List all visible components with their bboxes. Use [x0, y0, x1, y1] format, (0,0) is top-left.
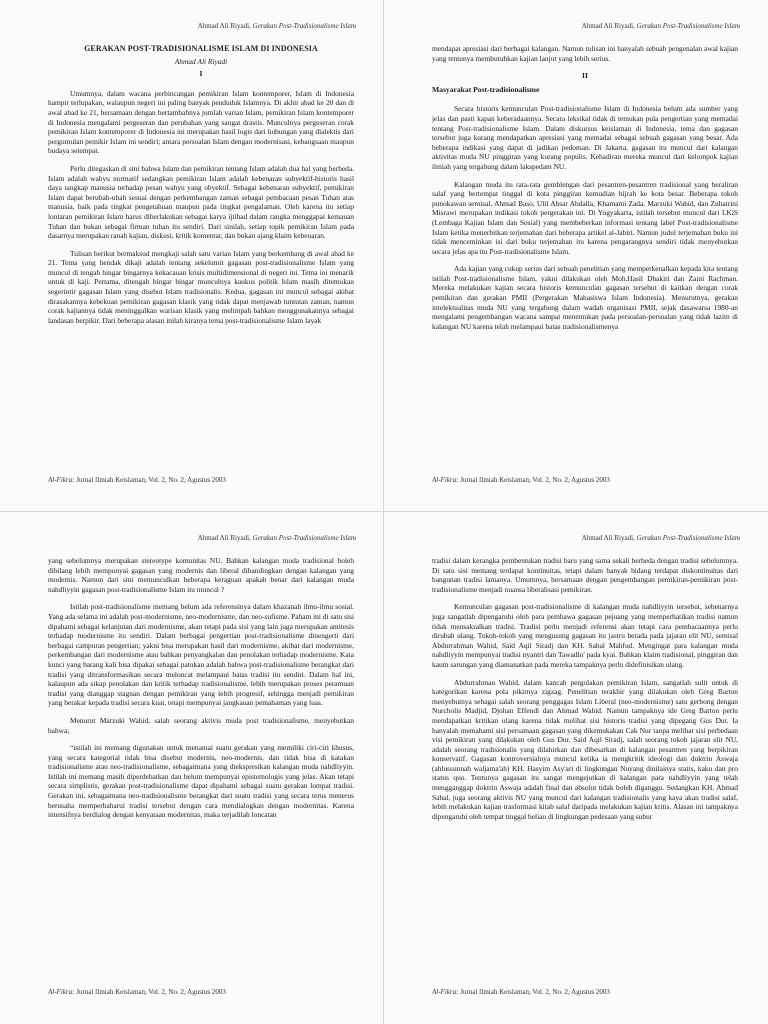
running-header-title: Gerakan Post-Tradisionalisme Islam [636, 22, 740, 30]
page-body [432, 44, 738, 452]
paragraph: Secara historis kemunculan Post-tradisionalisme Islam di Indonesia belum ada sumber yang jelas dan pasti kapan keberadaannya. Secara leksikal tidak di temukan pula pengertian yang memadai tentang Post-tradisionalisme Islam. Dalam diskursus keislaman di Indonesia, tema dan gagasan tersebut juga kurang mendapatkan apresiasi yang memadai sebagai sebuah gagasan yang besar. Ada beberapa indikasi yang dapat di jadikan pedoman. Di Jakarta, gagasan itu muncul dari kalangan aktivitas muda NU pinggiran yang kurang populis. Kehadiran mereka muncul dari kelompok kajian ilmiah yang tergabung dalam lakspedam NU. [432, 104, 738, 171]
running-footer [48, 988, 226, 996]
running-footer [432, 988, 610, 996]
running-header [582, 22, 740, 30]
page-body [48, 44, 354, 452]
running-footer [48, 476, 226, 484]
running-header-author: Ahmad Ali Riyadi, [197, 534, 253, 542]
paragraph: Perlu ditegaskan di sini bahwa Islam dan pemikiran tentang Islam adalah dua hal yang berbeda. Islam adalah wahyu normatif sedangkan pemikiran Islam adalah kebenaran subyektif-historis hasil daya tangkap manusia terhadap pesan wahyu yang obyektif. Sebagai kebenaran subyektif, pemikiran Islam dapat berubah-ubah sesuai dengan perkembangan zaman sebagai pembacaan pesan Tuhan atas manusia, baik pada tingkat pengetahuan maupun pada tingkat pengalaman. Oleh karena itu setiap lontaran pemikiran Islam harus diberlakukan sebagai karya ijtihad dalam rangka menggapai kemauan Tuhan dan bukan sebagai firman tuhan itu sendiri. Dari sinilah, setiap topik pemikiran Islam pada dasarnya merupakan ranah kajian, diskusi, kritik komentar, dan bukan ajang klaim kebenaran. [48, 163, 354, 241]
running-header [198, 22, 356, 30]
running-footer-journal: Al-Fikra: [48, 988, 75, 996]
running-footer-journal: Al-Fikra: [432, 988, 459, 996]
running-header-title: Gerakan Post-Tradisionalisme Islam [252, 22, 356, 30]
paragraph: Ada kajian yang cukup serius dari sebuah penelitian yang memperkenalkan kepada kita tentang istilah Post-tradisionalisme Islam, yakni dilakukan oleh Moh.Hasil Dhakiri dan Zaini Rachman. Mereka melakukan kajian secara historis kemunculan gagasan tersebut di kaitkan dengan corak pemikiran dan gerakan PMII (Pergerakan Mahasiswa Islam Indonesia). Menurutnya, gerakan intelektualitas muda NU yang tergabung dalam wadah organisasi PMII, sejak dasawarsa 1980-an mengalami pengembangan wacana sampai menemukan pada persoalan-persoalan yang tidak lazim di kalangan NU karena telah melampaui batas tradisionalismenya [432, 264, 738, 331]
section-number: I [199, 69, 203, 79]
running-header [198, 534, 356, 542]
paragraph: Tulisan berikut bermaksud mengkaji salah satu varian Islam yang berkembang di awal abad ke 21. Tema yang hendak dikaji adalah tentang sekelumit gagasan post-tradisionalisme Islam yang muncul di tengah hingar bingarnya kekacauan krisis multidimensional di negeri ini. Tema ini menarik untuk di kaji. Pertama, ditengah hingar bingar munculnya kaukus politik Islam masih ditemukan segerintir gagasan Islam yang disebut Islam tradisionalis. Kedua, gagasan ini muncul sebagai akibat dirasakannya kebekuan pemikiran gagasan klasik yang tidak dapat menjawab tuntutan zaman, namun corak kajiannya tidak meninggalkan warisan klasik yang melimpah bahkan menggunakannya sebagai landasan berpikir. Dari beberapa alasan inilah kiranya tema post-tradisionalisme Islam layak [48, 248, 354, 325]
running-header-author: Ahmad Ali Riyadi, [581, 534, 637, 542]
paragraph: yang sebelumnya merupakan stereotype komunitas NU. Bahkan kalangan muda tradisional boleh dibilang lebih mempunyai gagasan yang modernis dan liberal dibandingkan dengan kalangan yang modernis. Namun dari sini memunculkan beberapa keraguan apakah benar dari kalangan muda nahdliyyin gagasan post-tradisionalisme Islam itu muncul ? [48, 556, 354, 594]
running-footer-rest: Jurnal Ilmiah Keislaman, Vol. 2, No. 2, Agustus 2003 [74, 476, 226, 484]
running-header-author: Ahmad Ali Riyadi, [197, 22, 253, 30]
paragraph: Menurut Marzuki Wahid, salah seorang aktivis muda post tradisionalisme, menyebutkan bahwa; [48, 715, 354, 735]
running-header [582, 534, 740, 542]
running-footer-rest: Jurnal Ilmiah Keislaman, Vol. 2, No. 2, Agustus 2003 [458, 988, 610, 996]
block-quote: “istilah ini memang digunakan untuk menamai suatu gerakan yang memiliki ciri-ciri khusus, yang secara kategorial tidak bisa disebut modernis, neo-modernis, dan tidak bisa di katakan tradisionalisme atau neo-tradisionalisme, sebagaimana yang diekspresikan kalangan muda nahdliyyin. Istilah ini memang masih diperdebatkan dan belum mempunyai epistemologis yang jelas. Akan tetapi secara simplistis, gerakan post-tradisionalisme dapat dipahami sebagai suatu gerakan lompat tradisi. Gerakan ini, sebagaimana neo-tradisionalisme berangkat dari suatu tradisi yang secara terus menerus berusaha memperbaharui tradisi tersebut dengan cara mendialogkan dengan modernitas. Karena intensifnya berdialog dengan kenyataan modernitas, maka terjadilah loncatan [48, 743, 354, 820]
paragraph: mendapat apresiasi dari berbagai kalangan. Namun tulisan ini hanyalah sebuah pengenalan awal kajian yang tentunya membutuhkan kajian lanjut yang lebih serius. [432, 44, 738, 63]
running-header-title: Gerakan Post-Tradisionalisme Islam [636, 534, 740, 542]
running-header-title: Gerakan Post-Tradisionalisme Islam [252, 534, 356, 542]
paragraph: Kemunculan gagasan post-tradisionalisme di kalangan muda nahdliyyin tersebut, sebenarnya juga sangatlah dipengaruhi oleh para pembawa gagasan pejuang yang memperhatikan tradisi namun tidak mensakralkan tradisi. Tradisi perlu menjadi referensi akan tetapi cara pembacaannya perlu dirubah ulang. Tokoh-tokoh yang mengusung gagasan itu jastru berada pada jajaran elit NU, semisal Abdurrahman Wahid, Said Aqil Siradj dan KH. Sahal Mahfud. Mengingat para kalangan muda nahdliyyin mempunyai tradisi nyantri dan Tawadlu' pada kyai. Bahkan klaim tradisional, pinggiran dan kaum sarungan yang diamanatkan pada mereka tampaknya perlu didefinisikan ulang. [432, 602, 738, 669]
article-title: GERAKAN POST-TRADISIONALISME ISLAM DI INDONESIA [84, 44, 318, 53]
running-header-author: Ahmad Ali Riyadi, [581, 22, 637, 30]
page-3 [0, 512, 384, 1024]
running-footer-journal: Al-Fikra: [48, 476, 75, 484]
paragraph: Abdurrahman Wahid, dalam kancah pergolakan pemikiran Islam, sangatlah sulit untuk di kategorikan karena pola pikirnya zigzag. Penelitian terakhir yang dilakukan oleh Greg Barton menyebutnya sebagai salah seorang penggagas Islam Liberal (neo-modernisme) satu gerbong dengan Nurcholis Madjid, Djohan Effendi dan Ahmad Wahid. Namun tampaknya ide Greg Barton perlu mendapatkan kritikan ulang karena tidak melihat sisi historis tradisi yang dipegang Gus Dur. Ia hanyalah memahami sisi persamaan gagasan yang dikemukakan Cak Nur tanpa melihat sisi perbedaan visi pemikiran yang dilakukan oleh Gus Dur. Said Aqil Siradj, salah seorang tokoh jajaran elit NU, adalah seorang tradisionalis yang dilahirkan dan dibesarkan di kalangan pesantren yang berpikiran konservatif. Gagasan kontroversialnya muncul ketika ia mengkritik ideologi dan doktrin Aswaja (ahlussunnah waljama'ah) KH. Hasyim Asy'ari di lingkungan Nuyang dinilainya statis, kaku dan pro status quo. Tentunya gagasan itu sangat mengejutkan di kalangan para nahdliyyin yang telah mengganggap doktrin Aswaja adalah final dan absolut tidak boleh diganggu. Sedangkan KH. Ahmad Sahal, juga seorang aktivis NU yang muncul dari kalangan tradisionalis yang kaya akan tradisi salaf, lebih melakukan kajian trasformasi kitab salaf daripada melakukan kajian kritis. Alasan ini tampaknya dipengaruhi oleh tempat tinggal beliau di lingkungan pedesaan yang subur [432, 677, 738, 821]
paragraph: Kalangan muda itu rata-rata gemblengan dari pesantren-pesantren tradisional yang beraliran salaf yang bertempat tinggal di kota pinggiran kemudian hijrah ke kota besar. Beberapa tokoh punokawan semisal, Ahmad Baso, Ulil Absar Abdalla, Khamami Zada, Marzuki Wahid, dan Zuhairini Misrawi merupakan indikasi tokoh pergerakan ini. Di Yogyakarta, istilah tersebut muncul dari LKiS (Lembaga Kajian Islam dan Sosial) yang membeberkan informasi tentang label Post-tradisionalisme Islam ketika menerbitkan terjemahan dari beberapa artikel al-Jabiri. Namun judul terjemahan buku ini tidak menceminkan isi dari buku terjemahan itu karena pengarangnya sendiri tidak menyebutkan secara jelas apa itu Post-tradisionalisme Islam. [432, 179, 738, 256]
running-footer-rest: Jurnal Ilmiah Keislaman, Vol. 2, No. 2, Agustus 2003 [458, 476, 610, 484]
page-body [432, 556, 738, 964]
page-4 [384, 512, 768, 1024]
article-author: Ahmad Ali Riyadi [174, 56, 228, 66]
section-number: II [582, 71, 588, 81]
paragraph: tradisi dalam kerangka pembentukan tradisi baru yang sama sekali berbeda dengan tradisi sebelumnya. Di satu sisi memang terdapat kontinuitas, tetapi dalam banyak bidang terdapat diskontinuitas dari bangunan tradisi lamanya. Umumnya, bersamaan dengan pengembangan pemikiran-pemikiran post-tradisionalisme menjadi nuansa liberalisasi pemikiran. [432, 556, 738, 594]
running-footer [432, 476, 610, 484]
section-heading: Masyarakat Post-tradisionalisme [432, 84, 540, 94]
page-2 [384, 0, 768, 512]
paragraph: Umumnya, dalam wacana perbincangan pemikiran Islam kontemporer, Islam di Indonesia hampir terlupakan, walaupun negeri ini paling banyak penduduk Islamnya. Di akhir abad ke 20 dan di awal abad ke 21, bersamaan dengan bertambahnya jumlah varian Islam, pemikiran Islam kontemporer di Indonesia mengalami pergeseran dan perubahan yang sangat drastis. Munculnya pergeseran corak pemikiran Islam kontemporer di Indonesia ini merupakan hasil logis dari hubungan yang dialektis dari pergumulan pemikir Islam ini sendiri; antara persoalan Islam dengan modernisasi, kebangsaan maupun budaya setempat. [48, 88, 354, 156]
running-footer-rest: Jurnal Ilmiah Keislaman, Vol. 2, No. 2, Agustus 2003 [74, 988, 226, 996]
paragraph: Istilah post-tradisionalisme memang belum ada referensinya dalam khazanah ilmu-ilmu sosial. Yang ada selama ini adalah post-modernisme, neo-modernisme, dan neo-sufisme. Paham ini di satu sisi dipahami sebagai kelanjutan dari modernisme, akan tetapi pada sisi yang lain juga merupakan antitesis terhadap modernisme itu sendiri. Dalam berbagai pengertian post-tradisionalisme dinengerti dari berbagai campuran pengertian; yakni bisa merupakan hasil dari modernisme, akibat dari modernisme, perkembangan dari modernisme atau bahkan penyangkalan dan penolakan terhadap modernisme. Kata kunci yang barang kali bisa dipakai sebagai patokan adalah bahwa post-tradisionalisme berangkat dari tradisi yang ditransformasikan secara meloncat melampaui batas tradisi itu sendiri. Dalam hal ini, kalaupun ada sikap penolakan dan kritik terhadap tradisionalisme, lebih merupakan proses peramuan tradisi yang dianggap stagnan dengan pemikiran yang lebih progresif, sehingga menjadi pemikiran yang berakar kepada tradisi secara kuat, tetapi mempunyai jangkauan pemahaman yang luas. [48, 602, 354, 708]
page-body [48, 556, 354, 964]
running-footer-journal: Al-Fikra: [432, 476, 459, 484]
page-1 [0, 0, 384, 512]
